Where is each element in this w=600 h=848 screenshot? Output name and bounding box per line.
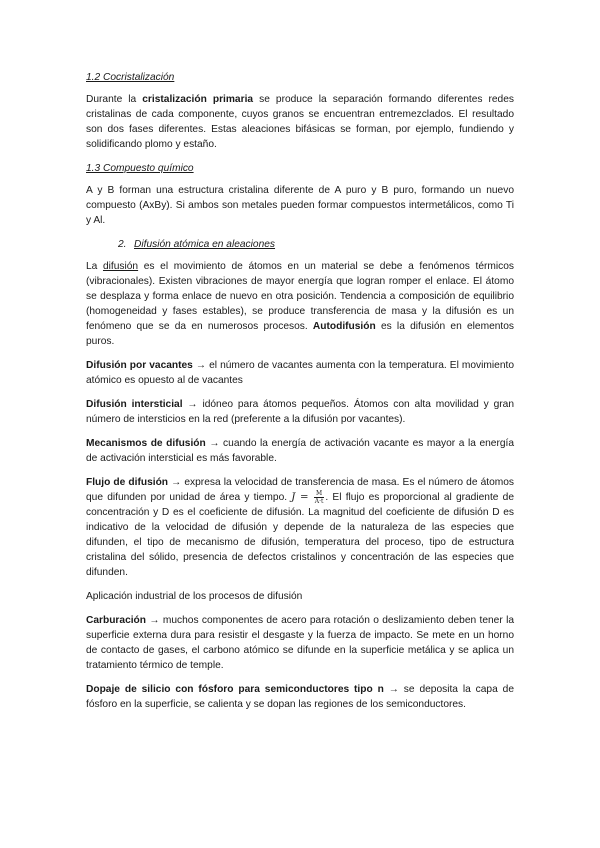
paragraph-text: La xyxy=(86,261,103,272)
paragraph-text: es el movimiento de átomos en un material se debe a fenómenos térmicos (vibracionales). Existen vibraciones de mayor energía que logran romper el enlace. El átomo se desplaza y forma enlace de nuevo en otra posición. Tendencia a composición de equilibrio (homogeneidad y fases estables), se produce transferencia de masa y la difusión es un fenómeno que se da en numerosos procesos. xyxy=(86,261,514,332)
subsection-title-aplicacion: Aplicación industrial de los procesos de difusión xyxy=(86,591,303,603)
paragraph-text: se produce la separación formando diferentes redes cristalinas de cada componente, cuyos granos se encuentran entremezclados. El resultado son dos fases diferentes. Estas aleaciones bifásicas se forman, por ejemplo, fundiendo y solidificando plomo y estaño. xyxy=(86,94,514,150)
bold-term: Dopaje de silicio con fósforo para semiconductores tipo n xyxy=(86,684,384,696)
paragraph-text: → cuando la energía de activación vacante es mayor a la energía de activación intersticial es más favorable. xyxy=(86,438,514,464)
paragraph-text: → idóneo para átomos pequeños. Átomos con alta movilidad y gran número de intersticios en la red (preferente a la difusión por vacantes). xyxy=(86,399,514,425)
paragraph-mecanismos xyxy=(86,436,514,466)
section-heading-cocristalizacion: 1.2 Cocristalización xyxy=(86,72,175,83)
paragraph-text: . El flujo es proporcional al gradiente de concentración y D es el coeficiente de difusión. La magnitud del coeficiente de difusión D es indicativo de la velocidad de difusión y depende de la naturaleza de las especies que difunden, el tipo de mecanismo de difusión, temperatura del proceso, tipo de estructura cristalina del sólido, presencia de defectos cristalinos y concentración de las especies que difunden. xyxy=(86,492,514,579)
bold-term: Autodifusión xyxy=(312,321,376,332)
bold-term: Difusión intersticial xyxy=(86,399,183,410)
paragraph-text: es la difusión en elementos puros. xyxy=(86,321,515,347)
paragraph-compuesto-quimico: A y B forman una estructura cristalina diferente de A puro y B puro, formando un nuevo compuesto (AxBy). Si ambos son metales pueden formar compuestos intermetálicos, como Ti y Al. xyxy=(86,185,514,226)
paragraph-text: Durante la xyxy=(86,94,143,105)
fraction-numerator: M xyxy=(315,490,323,497)
bold-term: Flujo de difusión xyxy=(86,477,169,488)
flux-equation-fraction xyxy=(314,490,325,505)
paragraph-text: → se deposita la capa de fósforo en la superficie, se calienta y se dopan las regiones de los semiconductores. xyxy=(86,684,514,711)
bold-term: cristalización primaria xyxy=(142,94,254,105)
paragraph-text: → el número de vacantes aumenta con la temperatura. El movimiento atómico es opuesto al de vacantes xyxy=(86,360,514,386)
paragraph-flujo-difusion xyxy=(86,475,514,580)
bold-term: Difusión por vacantes xyxy=(86,360,193,371)
fraction-denominator: A·t xyxy=(314,498,324,505)
section-heading-difusion-atomica xyxy=(118,237,514,252)
section-title: Difusión atómica en aleaciones xyxy=(134,239,276,250)
paragraph-dopaje xyxy=(86,682,514,712)
paragraph-text: → muchos componentes de acero para rotación o deslizamiento deben tener la superficie externa dura para resistir el desgaste y la fuerza de impacto. Se mete en un horno de contacto de gases, el carbono atómico se difunde en la superficie metálica y se aplica un tratamiento térmico de temple. xyxy=(86,615,514,672)
bold-term: Mecanismos de difusión xyxy=(86,438,206,449)
paragraph-difusion-intersticial xyxy=(86,397,514,427)
paragraph-text: → expresa la velocidad de transferencia de masa. Es el número de átomos que difunden por unidad de área y tiempo. xyxy=(86,477,514,504)
paragraph-cocristalizacion xyxy=(86,92,514,152)
flux-equation-lhs: J = xyxy=(291,492,309,504)
paragraph-difusion-vacantes xyxy=(86,358,514,388)
paragraph-carburacion xyxy=(86,613,514,673)
bold-term: Carburación xyxy=(86,615,147,627)
section-heading-compuesto-quimico: 1.3 Compuesto químico xyxy=(86,163,194,174)
section-number: 2. xyxy=(118,239,127,250)
paragraph-difusion xyxy=(86,259,514,349)
underlined-term: difusión xyxy=(102,261,139,272)
